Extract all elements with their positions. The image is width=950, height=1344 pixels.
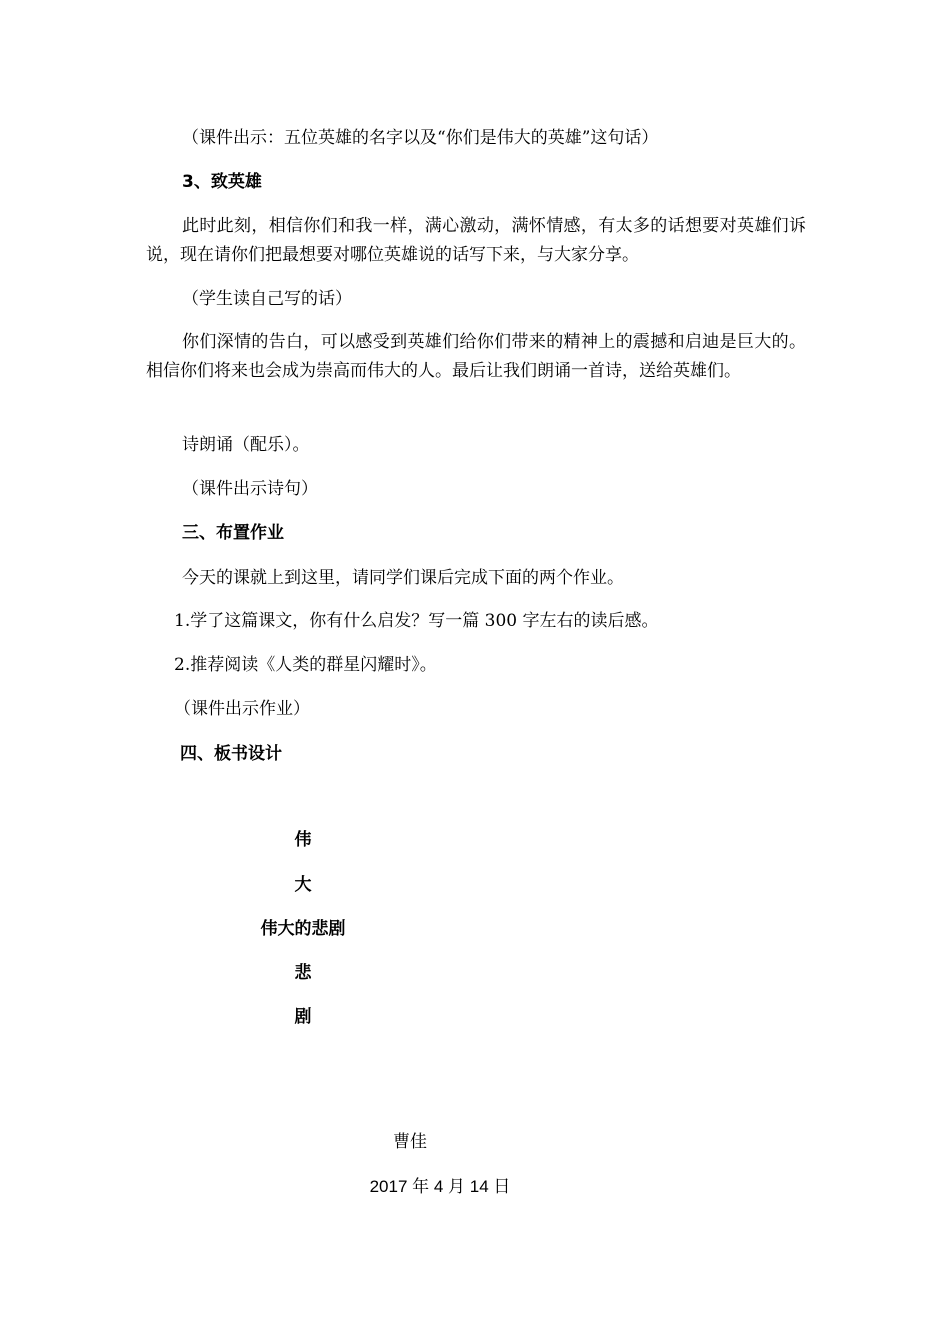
document-date: 2017 年 4 月 14 日	[369, 1177, 511, 1196]
courseware-note-2: （课件出示诗句）	[182, 479, 318, 499]
homework-intro: 今天的课就上到这里，请同学们课后完成下面的两个作业。	[182, 568, 624, 588]
courseware-note-3: （课件出示作业）	[174, 699, 310, 719]
section-3-heading: 三、布置作业	[182, 523, 284, 543]
board-line-1: 伟	[294, 830, 312, 850]
board-line-5: 剧	[294, 1007, 312, 1027]
section-4-heading: 四、板书设计	[180, 744, 282, 764]
student-note: （学生读自己写的话）	[182, 289, 352, 309]
homework-item-2: 2.推荐阅读《人类的群星闪耀时》。	[174, 655, 437, 675]
poem-reading: 诗朗诵（配乐）。	[182, 435, 310, 455]
heading-3: 3、致英雄	[182, 172, 262, 192]
author-name: 曹佳	[393, 1132, 427, 1152]
courseware-note-1: （课件出示：五位英雄的名字以及“你们是伟大的英雄”这句话）	[182, 128, 659, 148]
board-line-2: 大	[294, 875, 312, 895]
paragraph-1: 此时此刻，相信你们和我一样，满心激动，满怀情感，有太多的话想要对英雄们诉说，现在请你们把最想要对哪位英雄说的话写下来，与大家分享。	[146, 216, 806, 265]
homework-item-1: 1.学了这篇课文，你有什么启发？写一篇 300 字左右的读后感。	[174, 611, 659, 631]
board-line-3: 伟大的悲剧	[260, 919, 346, 939]
board-line-4: 悲	[294, 963, 312, 983]
paragraph-2: 你们深情的告白，可以感受到英雄们给你们带来的精神上的震撼和启迪是巨大的。相信你们将来也会成为崇高而伟大的人。最后让我们朗诵一首诗，送给英雄们。	[146, 332, 806, 381]
